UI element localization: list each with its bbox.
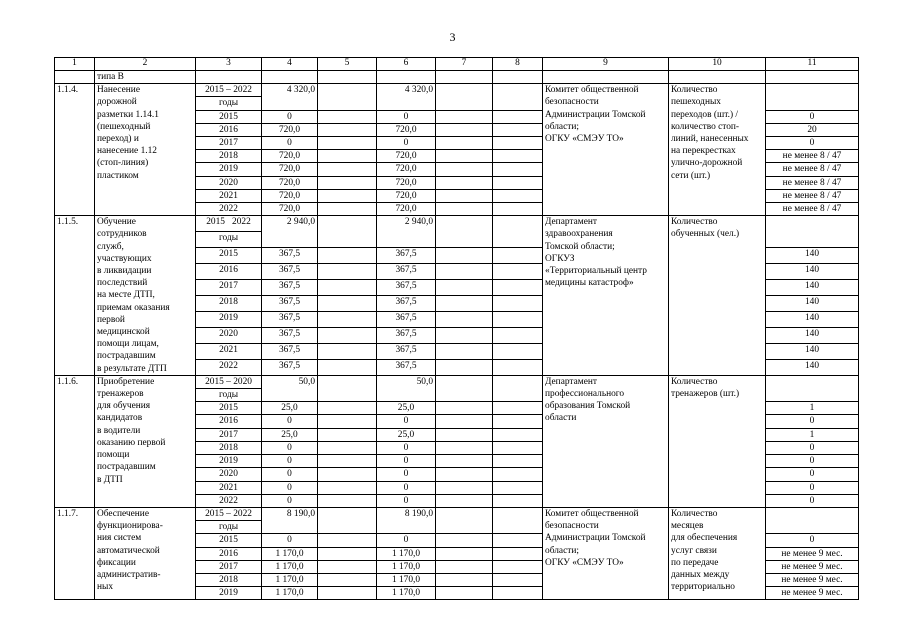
column-number-8: 8 [493, 58, 543, 71]
value-col4: 25,0 [262, 402, 318, 415]
value-col5 [318, 163, 377, 176]
value-col5 [318, 468, 377, 481]
section-total-row [55, 84, 859, 97]
value-col8 [493, 481, 543, 494]
executor: Комитет общественной безопасности Администрации Томской области; ОГКУ «СМЭУ ТО» [543, 84, 669, 216]
value-col6: 367,5 [377, 343, 436, 359]
year: 2017 [196, 560, 262, 573]
value-col8 [493, 441, 543, 454]
value-col8 [493, 343, 543, 359]
value-col7 [436, 402, 493, 415]
value-col4: 720,0 [262, 123, 318, 136]
value-col5 [318, 203, 377, 216]
program-table [54, 57, 859, 600]
total-col11 [766, 84, 859, 110]
value-col5 [318, 123, 377, 136]
value-col5 [318, 150, 377, 163]
year: 2020 [196, 176, 262, 189]
year: 2016 [196, 415, 262, 428]
value-col11: 1 [766, 428, 859, 441]
value-col6: 1 170,0 [377, 573, 436, 586]
value-col11: не менее 8 / 47 [766, 150, 859, 163]
column-number-7: 7 [436, 58, 493, 71]
value-col6: 0 [377, 110, 436, 123]
value-col4: 0 [262, 137, 318, 150]
column-number-2: 2 [95, 58, 196, 71]
value-col5 [318, 455, 377, 468]
value-col8 [493, 110, 543, 123]
value-col11: 140 [766, 280, 859, 296]
value-col5 [318, 534, 377, 547]
total-years-word: годы [196, 97, 262, 110]
value-col6: 367,5 [377, 248, 436, 264]
value-col6: 1 170,0 [377, 547, 436, 560]
value-col5 [318, 494, 377, 507]
value-col7 [436, 494, 493, 507]
year: 2018 [196, 296, 262, 312]
value-col11: не менее 9 мес. [766, 560, 859, 573]
column-number-5: 5 [318, 58, 377, 71]
year: 2017 [196, 137, 262, 150]
cell-col7 [436, 71, 493, 84]
value-col6: 720,0 [377, 123, 436, 136]
year: 2020 [196, 327, 262, 343]
value-col6: 367,5 [377, 296, 436, 312]
total-col7 [436, 84, 493, 110]
total-col5 [318, 375, 377, 401]
value-col11: 0 [766, 494, 859, 507]
value-col6: 0 [377, 468, 436, 481]
item-number: 1.1.6. [55, 375, 95, 507]
cell-col4 [262, 71, 318, 84]
total-col6: 4 320,0 [377, 84, 436, 110]
value-col8 [493, 123, 543, 136]
value-col11: не менее 9 мес. [766, 547, 859, 560]
value-col6: 367,5 [377, 311, 436, 327]
value-col4: 0 [262, 415, 318, 428]
year: 2021 [196, 189, 262, 202]
value-col6: 25,0 [377, 402, 436, 415]
value-col4: 367,5 [262, 248, 318, 264]
indicator: Количество обученных (чел.) [669, 216, 766, 376]
value-col11: 0 [766, 481, 859, 494]
value-col4: 367,5 [262, 280, 318, 296]
value-col7 [436, 547, 493, 560]
value-col7 [436, 327, 493, 343]
total-col11 [766, 507, 859, 533]
value-col11: не менее 8 / 47 [766, 176, 859, 189]
value-col4: 1 170,0 [262, 560, 318, 573]
total-col7 [436, 216, 493, 248]
executor: Комитет общественной безопасности Администрации Томской области; ОГКУ «СМЭУ ТО» [543, 507, 669, 599]
value-col4: 0 [262, 455, 318, 468]
value-col5 [318, 296, 377, 312]
total-years: 2015 2022 [196, 216, 262, 232]
cell-col8 [493, 71, 543, 84]
indicator: Количество тренажеров (шт.) [669, 375, 766, 507]
value-col5 [318, 280, 377, 296]
value-col5 [318, 189, 377, 202]
value-col8 [493, 428, 543, 441]
value-col11: не менее 8 / 47 [766, 203, 859, 216]
value-col11: не менее 9 мес. [766, 573, 859, 586]
value-col7 [436, 573, 493, 586]
executor: Департамент профессионального образования Томской области [543, 375, 669, 507]
year: 2018 [196, 573, 262, 586]
value-col11: 140 [766, 248, 859, 264]
total-years: 2015 – 2022 [196, 507, 262, 520]
total-years: 2015 – 2022 [196, 84, 262, 97]
year: 2019 [196, 311, 262, 327]
value-col6: 367,5 [377, 264, 436, 280]
value-col5 [318, 560, 377, 573]
value-col5 [318, 441, 377, 454]
value-col5 [318, 137, 377, 150]
value-col6: 0 [377, 137, 436, 150]
value-col4: 0 [262, 534, 318, 547]
total-col4: 8 190,0 [262, 507, 318, 533]
value-col7 [436, 123, 493, 136]
value-col7 [436, 137, 493, 150]
total-col6: 50,0 [377, 375, 436, 401]
value-col7 [436, 280, 493, 296]
value-col4: 1 170,0 [262, 587, 318, 600]
value-col6: 720,0 [377, 203, 436, 216]
value-col11: 140 [766, 359, 859, 375]
year: 2018 [196, 150, 262, 163]
value-col5 [318, 110, 377, 123]
value-col8 [493, 296, 543, 312]
value-col6: 720,0 [377, 150, 436, 163]
value-col8 [493, 534, 543, 547]
carry-over-row [55, 71, 859, 84]
value-col7 [436, 343, 493, 359]
value-col11: 1 [766, 402, 859, 415]
cell-col6 [377, 71, 436, 84]
section-total-row [55, 507, 859, 520]
column-number-4: 4 [262, 58, 318, 71]
value-col5 [318, 573, 377, 586]
executor: Департамент здравоохранения Томской области; ОГКУЗ «Территориальный центр медицины катастроф» [543, 216, 669, 376]
column-number-6: 6 [377, 58, 436, 71]
value-col4: 0 [262, 441, 318, 454]
column-number-row [55, 58, 859, 71]
value-col5 [318, 248, 377, 264]
value-col7 [436, 587, 493, 600]
value-col6: 0 [377, 415, 436, 428]
year: 2019 [196, 455, 262, 468]
value-col6: 0 [377, 534, 436, 547]
column-number-11: 11 [766, 58, 859, 71]
value-col4: 367,5 [262, 311, 318, 327]
total-col4: 2 940,0 [262, 216, 318, 248]
year: 2015 [196, 402, 262, 415]
value-col8 [493, 311, 543, 327]
value-col8 [493, 203, 543, 216]
year: 2017 [196, 428, 262, 441]
total-years-word: годы [196, 521, 262, 534]
section-total-row [55, 216, 859, 232]
value-col7 [436, 415, 493, 428]
value-col7 [436, 296, 493, 312]
value-col4: 720,0 [262, 163, 318, 176]
year: 2015 [196, 248, 262, 264]
value-col4: 720,0 [262, 189, 318, 202]
value-col5 [318, 481, 377, 494]
value-col7 [436, 176, 493, 189]
value-col6: 367,5 [377, 327, 436, 343]
value-col11: 140 [766, 327, 859, 343]
value-col4: 1 170,0 [262, 547, 318, 560]
value-col11: 0 [766, 468, 859, 481]
total-col11 [766, 375, 859, 401]
value-col7 [436, 359, 493, 375]
value-col4: 0 [262, 110, 318, 123]
cell-col5 [318, 71, 377, 84]
value-col8 [493, 176, 543, 189]
value-col6: 1 170,0 [377, 587, 436, 600]
value-col6: 720,0 [377, 176, 436, 189]
total-col8 [493, 375, 543, 401]
year: 2020 [196, 468, 262, 481]
year: 2018 [196, 441, 262, 454]
value-col11: 0 [766, 415, 859, 428]
year: 2017 [196, 280, 262, 296]
value-col11: не менее 8 / 47 [766, 189, 859, 202]
value-col6: 367,5 [377, 280, 436, 296]
value-col7 [436, 468, 493, 481]
value-col7 [436, 248, 493, 264]
value-col7 [436, 264, 493, 280]
section-total-row [55, 375, 859, 388]
value-col5 [318, 264, 377, 280]
column-number-10: 10 [669, 58, 766, 71]
value-col7 [436, 110, 493, 123]
value-col5 [318, 402, 377, 415]
value-col7 [436, 311, 493, 327]
indicator: Количество месяцев для обеспечения услуг связи по передаче данных между территориально [669, 507, 766, 599]
cell-executor [543, 71, 669, 84]
total-years-word: годы [196, 389, 262, 402]
value-col4: 367,5 [262, 343, 318, 359]
value-col6: 25,0 [377, 428, 436, 441]
value-col7 [436, 481, 493, 494]
value-col5 [318, 359, 377, 375]
value-col6: 1 170,0 [377, 560, 436, 573]
value-col8 [493, 547, 543, 560]
value-col5 [318, 311, 377, 327]
value-col8 [493, 455, 543, 468]
page-number: 3 [449, 30, 456, 44]
item-name: Обеспечение функционирова- ния систем автоматической фиксации административ- ных [95, 507, 196, 599]
value-col8 [493, 415, 543, 428]
value-col7 [436, 560, 493, 573]
total-col6: 2 940,0 [377, 216, 436, 248]
value-col6: 0 [377, 441, 436, 454]
value-col5 [318, 547, 377, 560]
total-col5 [318, 84, 377, 110]
total-col4: 50,0 [262, 375, 318, 401]
total-years-word: годы [196, 232, 262, 248]
value-col8 [493, 264, 543, 280]
item-name: Нанесение дорожной разметки 1.14.1 (пешеходный переход) и нанесение 1.12 (стоп-линия) пластиком [95, 84, 196, 216]
cell-col11 [766, 71, 859, 84]
year: 2022 [196, 203, 262, 216]
value-col11: 140 [766, 296, 859, 312]
value-col5 [318, 327, 377, 343]
value-col6: 367,5 [377, 359, 436, 375]
value-col7 [436, 428, 493, 441]
year: 2022 [196, 494, 262, 507]
value-col11: не менее 9 мес. [766, 587, 859, 600]
total-col8 [493, 507, 543, 533]
value-col11: 0 [766, 137, 859, 150]
value-col8 [493, 137, 543, 150]
year: 2021 [196, 343, 262, 359]
value-col7 [436, 455, 493, 468]
cell-num [55, 71, 95, 84]
year: 2019 [196, 587, 262, 600]
indicator: Количество пешеходных переходов (шт.) / количество стоп- линий, нанесенных на перекрестках улично-дорожной сети (шт.) [669, 84, 766, 216]
total-col7 [436, 507, 493, 533]
value-col7 [436, 163, 493, 176]
value-col5 [318, 343, 377, 359]
cell-years [196, 71, 262, 84]
value-col5 [318, 176, 377, 189]
value-col4: 0 [262, 468, 318, 481]
value-col4: 367,5 [262, 264, 318, 280]
value-col8 [493, 573, 543, 586]
column-number-3: 3 [196, 58, 262, 71]
value-col4: 720,0 [262, 203, 318, 216]
table-body [55, 58, 859, 600]
value-col8 [493, 163, 543, 176]
year: 2015 [196, 534, 262, 547]
value-col8 [493, 587, 543, 600]
value-col4: 0 [262, 494, 318, 507]
value-col8 [493, 494, 543, 507]
cell-name: типа В [95, 71, 196, 84]
total-col11 [766, 216, 859, 248]
value-col4: 367,5 [262, 327, 318, 343]
year: 2019 [196, 163, 262, 176]
value-col7 [436, 150, 493, 163]
item-number: 1.1.5. [55, 216, 95, 376]
value-col7 [436, 203, 493, 216]
value-col6: 720,0 [377, 163, 436, 176]
value-col11: 140 [766, 343, 859, 359]
item-number: 1.1.7. [55, 507, 95, 599]
year: 2016 [196, 123, 262, 136]
value-col8 [493, 327, 543, 343]
year: 2015 [196, 110, 262, 123]
value-col8 [493, 150, 543, 163]
value-col8 [493, 402, 543, 415]
value-col11: не менее 8 / 47 [766, 163, 859, 176]
value-col11: 0 [766, 441, 859, 454]
value-col6: 0 [377, 494, 436, 507]
value-col7 [436, 441, 493, 454]
total-col4: 4 320,0 [262, 84, 318, 110]
value-col4: 720,0 [262, 150, 318, 163]
value-col11: 140 [766, 311, 859, 327]
value-col8 [493, 248, 543, 264]
year: 2016 [196, 264, 262, 280]
value-col8 [493, 359, 543, 375]
value-col8 [493, 468, 543, 481]
total-col8 [493, 216, 543, 248]
value-col5 [318, 587, 377, 600]
year: 2022 [196, 359, 262, 375]
value-col6: 0 [377, 481, 436, 494]
value-col11: 0 [766, 534, 859, 547]
value-col4: 367,5 [262, 296, 318, 312]
value-col8 [493, 560, 543, 573]
cell-indicator [669, 71, 766, 84]
value-col11: 0 [766, 455, 859, 468]
item-number: 1.1.4. [55, 84, 95, 216]
year: 2016 [196, 547, 262, 560]
total-col7 [436, 375, 493, 401]
value-col7 [436, 534, 493, 547]
total-col5 [318, 507, 377, 533]
value-col5 [318, 428, 377, 441]
value-col7 [436, 189, 493, 202]
value-col5 [318, 415, 377, 428]
value-col11: 20 [766, 123, 859, 136]
value-col4: 0 [262, 481, 318, 494]
value-col4: 367,5 [262, 359, 318, 375]
item-name: Обучение сотрудников служб, участвующих в ликвидации последствий на месте ДТП, приемам оказания первой медицинской помощи лицам, пострадавшим в результате ДТП [95, 216, 196, 376]
item-name: Приобретение тренажеров для обучения кандидатов в водители оказанию первой помощи пострадавшим в ДТП [95, 375, 196, 507]
column-number-1: 1 [55, 58, 95, 71]
value-col4: 720,0 [262, 176, 318, 189]
column-number-9: 9 [543, 58, 669, 71]
total-col5 [318, 216, 377, 248]
total-years: 2015 – 2020 [196, 375, 262, 388]
value-col8 [493, 189, 543, 202]
total-col8 [493, 84, 543, 110]
year: 2021 [196, 481, 262, 494]
value-col4: 1 170,0 [262, 573, 318, 586]
value-col4: 25,0 [262, 428, 318, 441]
value-col11: 0 [766, 110, 859, 123]
value-col6: 720,0 [377, 189, 436, 202]
total-col6: 8 190,0 [377, 507, 436, 533]
value-col6: 0 [377, 455, 436, 468]
value-col11: 140 [766, 264, 859, 280]
value-col8 [493, 280, 543, 296]
